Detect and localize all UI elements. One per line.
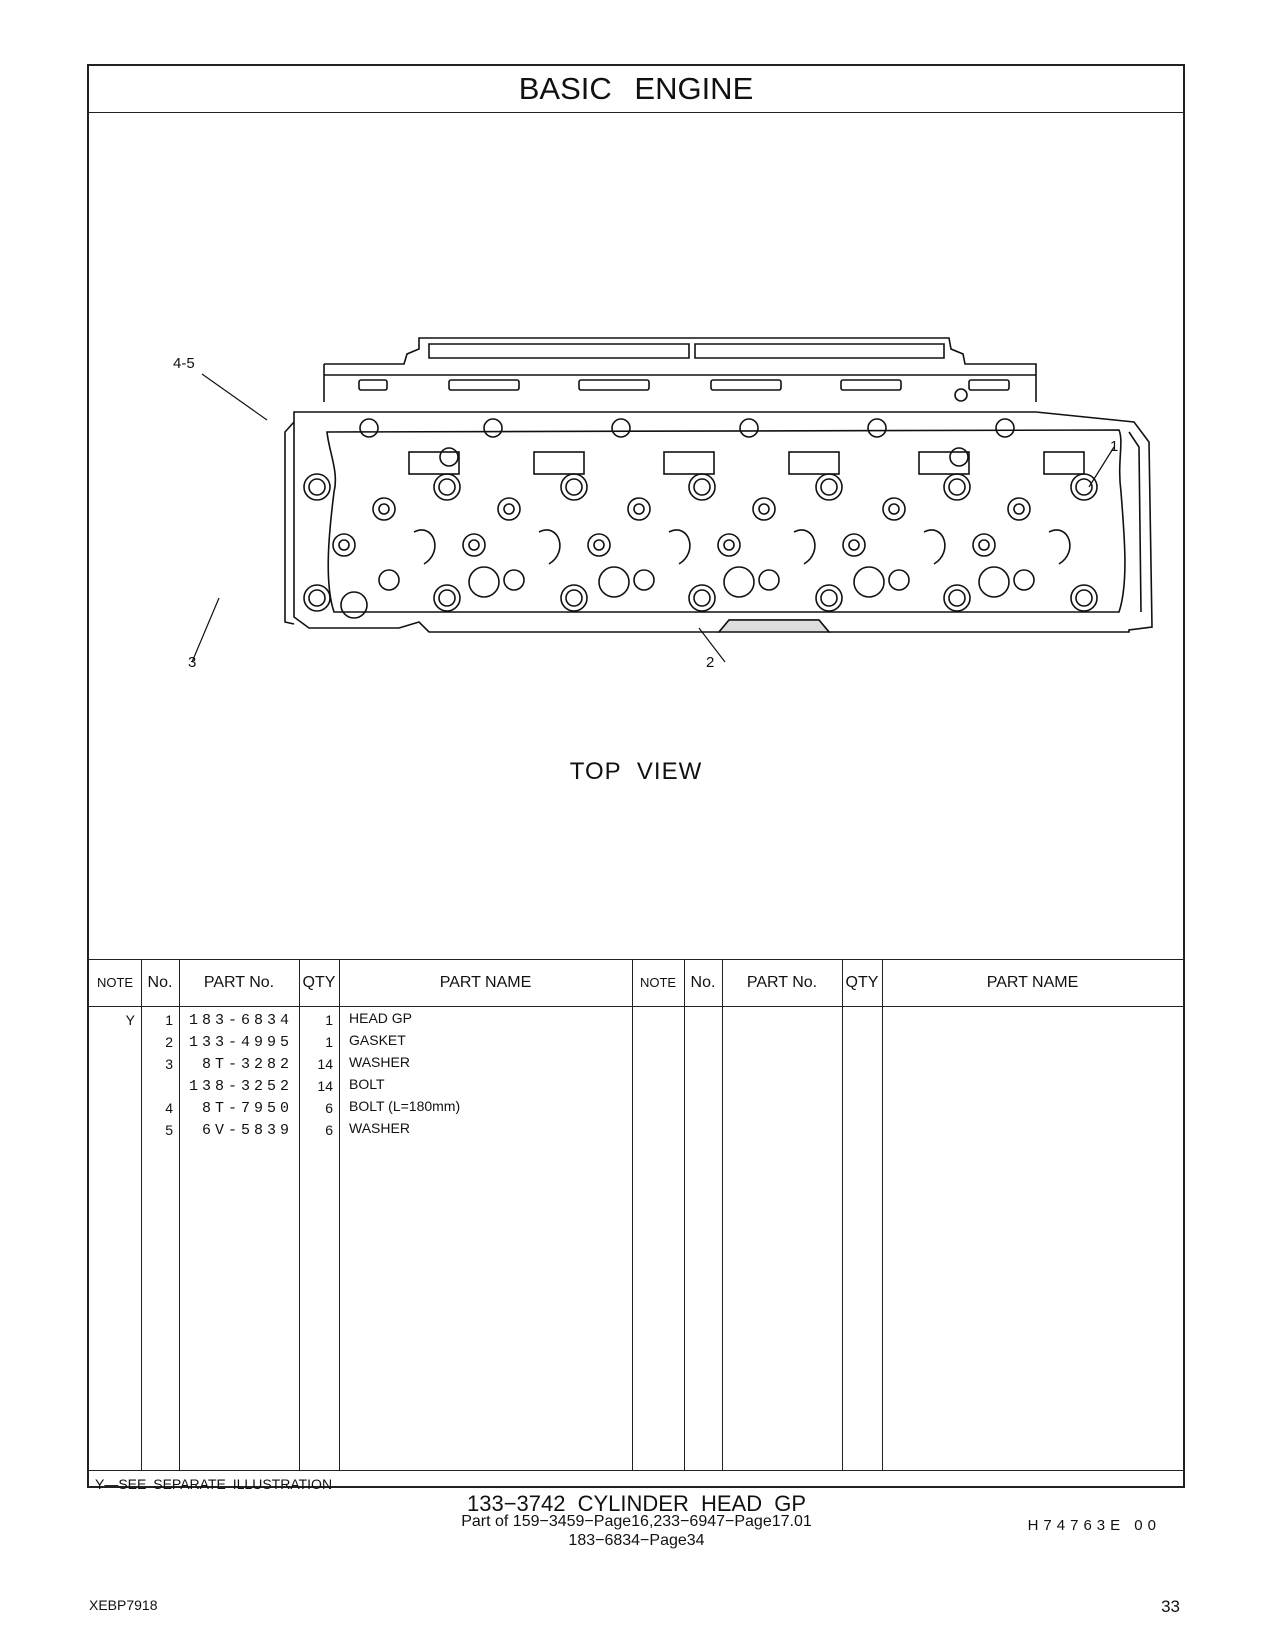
row-number: 2 <box>165 1034 173 1050</box>
row-number <box>141 1075 173 1098</box>
header-note-right: NOTE <box>639 975 677 990</box>
column-divider <box>722 960 723 1470</box>
group-reference: Part of 159−3459−Page16,233−6947−Page17.01 <box>461 1513 812 1530</box>
header-qty-right: QTY <box>845 974 879 991</box>
header-note-left: NOTE <box>96 975 134 990</box>
row-note <box>89 1075 135 1098</box>
row-part-name: HEAD GP <box>349 1010 413 1026</box>
row-number: 4 <box>165 1100 173 1116</box>
row-note <box>89 1119 135 1142</box>
section-title: BASIC ENGINE <box>89 66 1183 113</box>
callout-1: 1 <box>1110 438 1119 455</box>
callout-2: 2 <box>706 654 715 671</box>
row-number: 1 <box>165 1012 173 1028</box>
column-divider <box>684 960 685 1470</box>
group-reference-2: 183−6834−Page34 <box>568 1532 705 1549</box>
drawing-code: H74763E 00 <box>1027 1517 1161 1534</box>
header-partname-right: PART NAME <box>986 974 1079 991</box>
row-part-number: 8T-7950 <box>201 1100 293 1117</box>
cylinder-head-drawing <box>89 112 1183 959</box>
row-qty: 6 <box>325 1122 333 1138</box>
footnote: Y—SEE SEPARATE ILLUSTRATION <box>95 1476 333 1492</box>
row-part-name: BOLT (L=180mm) <box>349 1098 461 1114</box>
row-note <box>89 1031 135 1054</box>
header-no-right: No. <box>690 974 716 991</box>
group-title: 133−3742 CYLINDER HEAD GP <box>467 1491 806 1516</box>
row-number: 5 <box>165 1122 173 1138</box>
table-header <box>89 960 1183 1007</box>
view-label: TOP VIEW <box>569 758 703 785</box>
row-qty: 14 <box>317 1056 333 1072</box>
header-qty-left: QTY <box>302 974 336 991</box>
table-footer-divider <box>89 1470 1183 1471</box>
callout-3: 3 <box>188 654 197 671</box>
header-no-left: No. <box>147 974 173 991</box>
row-note <box>89 1053 135 1076</box>
row-part-number: 8T-3282 <box>201 1056 293 1073</box>
column-divider <box>632 960 633 1470</box>
header-partname-left: PART NAME <box>439 974 532 991</box>
row-qty: 1 <box>325 1012 333 1028</box>
row-number: 3 <box>165 1056 173 1072</box>
publication-number: XEBP7918 <box>89 1597 158 1613</box>
row-part-number: 6V-5839 <box>201 1122 293 1139</box>
cylinder-head-illustration <box>89 112 1183 959</box>
row-part-name: BOLT <box>349 1076 385 1092</box>
callout-4-5: 4-5 <box>173 355 195 372</box>
row-qty: 6 <box>325 1100 333 1116</box>
row-qty: 14 <box>317 1078 333 1094</box>
row-qty: 1 <box>325 1034 333 1050</box>
header-partno-right: PART No. <box>746 974 818 991</box>
row-part-name: WASHER <box>349 1054 410 1070</box>
page-number: 33 <box>1161 1597 1180 1616</box>
row-part-name: WASHER <box>349 1120 410 1136</box>
row-part-number: 138-3252 <box>188 1078 293 1095</box>
row-part-number: 183-6834 <box>188 1012 293 1029</box>
column-divider <box>339 960 340 1470</box>
column-divider <box>842 960 843 1470</box>
row-part-number: 133-4995 <box>188 1034 293 1051</box>
row-note: Y <box>125 1012 135 1028</box>
header-partno-left: PART No. <box>203 974 275 991</box>
row-part-name: GASKET <box>349 1032 406 1048</box>
row-note <box>89 1097 135 1120</box>
column-divider <box>882 960 883 1470</box>
